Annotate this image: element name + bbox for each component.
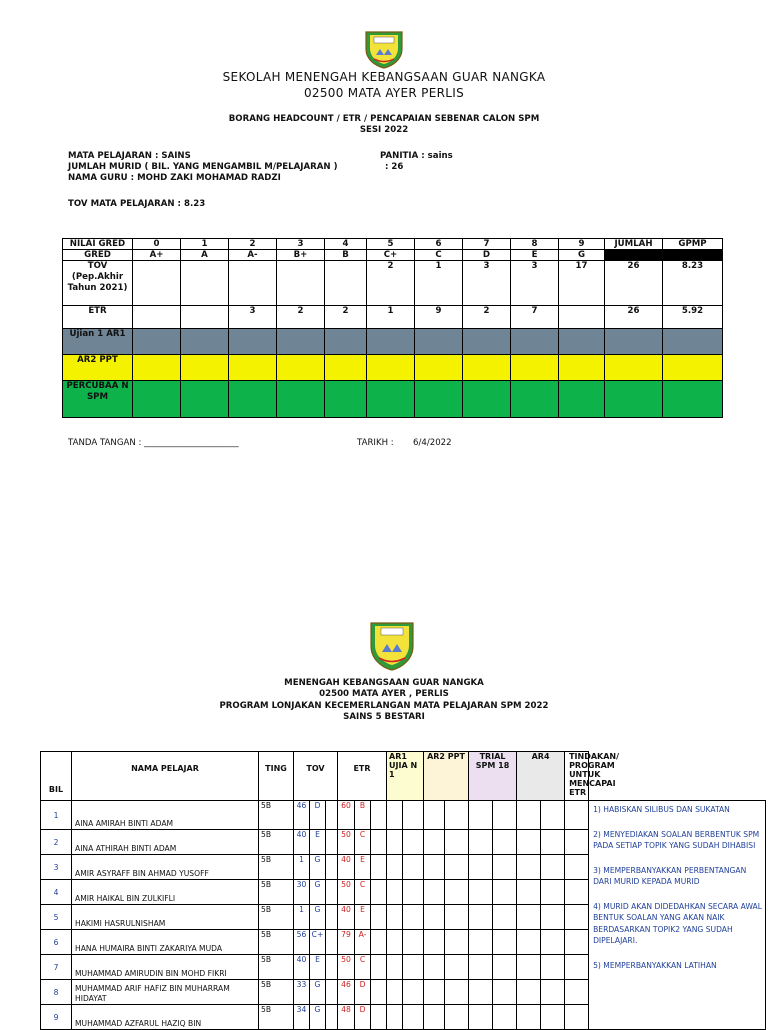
tov-grade: G <box>310 1005 326 1030</box>
spacer-cell <box>371 830 387 855</box>
spacer-cell <box>326 1005 338 1030</box>
action-header: TINDAKAN/ PROGRAM UNTUK MENCAPAI ETR <box>565 752 589 801</box>
grade-header-cell: 0 <box>133 239 181 250</box>
date-value: 6/4/2022 <box>413 438 452 448</box>
tov-grade: G <box>310 855 326 880</box>
assessment-cell <box>565 980 589 1005</box>
etr-grade: B <box>355 801 371 830</box>
etr-score: 40 <box>338 905 355 930</box>
tov-score: 56 <box>294 930 310 955</box>
assessment-cell <box>541 801 565 830</box>
assessment-cell <box>541 980 565 1005</box>
grade-table <box>62 238 723 418</box>
spacer-cell <box>326 830 338 855</box>
row-number: 7 <box>41 955 72 980</box>
grade-header-cell: 3 <box>277 239 325 250</box>
student-name: MUHAMMAD ARIF HAFIZ BIN MUHARRAM HIDAYAT <box>72 980 259 1005</box>
assessment-cell <box>493 955 517 980</box>
assessment-cell <box>565 830 589 855</box>
grade-header-cell: 9 <box>559 239 605 250</box>
assessment-cell <box>493 880 517 905</box>
assessment-cell <box>403 855 424 880</box>
grade-cell: E <box>511 250 559 261</box>
school-address-2: 02500 MATA AYER , PERLIS <box>319 689 449 699</box>
assessment-cell <box>541 855 565 880</box>
school-name: SEKOLAH MENENGAH KEBANGSAAN GUAR NANGKA <box>222 70 546 84</box>
assessment-cell <box>403 955 424 980</box>
etr-grade: C <box>355 955 371 980</box>
assessment-cell <box>387 930 403 955</box>
assessment-cell <box>424 801 445 830</box>
etr-score: 50 <box>338 955 355 980</box>
spacer-cell <box>326 880 338 905</box>
grade-header-cell: JUMLAH <box>605 239 663 250</box>
tov-grade: G <box>310 880 326 905</box>
student-name: AMIR HAIKAL BIN ZULKIFLI <box>72 880 259 905</box>
grade-cell: G <box>559 250 605 261</box>
student-ting: 5B <box>259 1005 294 1030</box>
assessment-cell <box>541 905 565 930</box>
etr-cell: 2 <box>325 306 367 329</box>
assessment-cell <box>517 855 541 880</box>
grade-cell: A <box>181 250 229 261</box>
spacer-cell <box>371 1005 387 1030</box>
spacer-cell <box>371 980 387 1005</box>
assessment-cell <box>517 905 541 930</box>
spacer-cell <box>326 801 338 830</box>
spacer-cell <box>326 855 338 880</box>
etr-score: 79 <box>338 930 355 955</box>
tov-cell <box>229 261 277 306</box>
etr-score: 50 <box>338 880 355 905</box>
grade-cell: A- <box>229 250 277 261</box>
action-item: 5) MEMPERBANYAKKAN LATIHAN <box>593 960 717 970</box>
assessment-cell <box>565 855 589 880</box>
assessment-cell <box>541 880 565 905</box>
etr-grade: C <box>355 880 371 905</box>
etr-header: ETR <box>338 752 387 801</box>
assessment-cell <box>469 855 493 880</box>
tov-label: TOV MATA PELAJARAN : 8.23 <box>68 199 206 209</box>
assessment-cell <box>387 955 403 980</box>
assessment-cell <box>517 801 541 830</box>
tov-grade: G <box>310 980 326 1005</box>
student-name: AINA AMIRAH BINTI ADAM <box>72 801 259 830</box>
student-count-value: : 26 <box>385 162 404 172</box>
tov-grade: C+ <box>310 930 326 955</box>
subject-label: MATA PELAJARAN : SAINS <box>68 151 191 161</box>
etr-cell <box>559 306 605 329</box>
student-ting: 5B <box>259 905 294 930</box>
assessment-cell <box>469 905 493 930</box>
assessment-cell <box>403 905 424 930</box>
spacer-cell <box>371 801 387 830</box>
assessment-cell <box>493 830 517 855</box>
assessment-cell <box>403 830 424 855</box>
assessment-cell <box>517 930 541 955</box>
assessment-cell <box>403 980 424 1005</box>
assessment-cell <box>445 955 469 980</box>
student-ting: 5B <box>259 830 294 855</box>
assessment-cell <box>424 955 445 980</box>
tov-score: 30 <box>294 880 310 905</box>
etr-score: 50 <box>338 830 355 855</box>
spacer-cell <box>371 905 387 930</box>
tov-cell: 8.23 <box>663 261 723 306</box>
assessment-cell <box>565 955 589 980</box>
grade-cell: A+ <box>133 250 181 261</box>
student-ting: 5B <box>259 955 294 980</box>
school-address: 02500 MATA AYER PERLIS <box>304 86 464 100</box>
trial-row-label: PERCUBAA N SPM <box>63 381 133 418</box>
class-title: SAINS 5 BESTARI <box>343 712 425 722</box>
assessment-cell <box>445 930 469 955</box>
tov-grade: G <box>310 905 326 930</box>
etr-cell: ETR <box>63 306 133 329</box>
etr-grade: D <box>355 980 371 1005</box>
action-item: 1) HABISKAN SILIBUS DAN SUKATAN <box>593 805 730 814</box>
assessment-cell <box>541 930 565 955</box>
tov-cell: 1 <box>415 261 463 306</box>
student-table <box>40 751 766 1030</box>
tov-score: 1 <box>294 905 310 930</box>
etr-grade: D <box>355 1005 371 1030</box>
grade-header-cell: 8 <box>511 239 559 250</box>
assessment-cell <box>387 905 403 930</box>
assessment-cell <box>469 801 493 830</box>
assessment-cell <box>445 905 469 930</box>
student-ting: 5B <box>259 980 294 1005</box>
student-ting: 5B <box>259 801 294 830</box>
assessment-cell <box>565 930 589 955</box>
etr-cell: 7 <box>511 306 559 329</box>
teacher-label: NAMA GURU : MOHD ZAKI MOHAMAD RADZI <box>68 173 281 183</box>
tov-row-label: TOV (Pep.Akhir Tahun 2021) <box>63 261 133 306</box>
assessment-cell <box>517 1005 541 1030</box>
grade-header-row <box>63 239 723 250</box>
etr-cell: 9 <box>415 306 463 329</box>
assessment-cell <box>424 880 445 905</box>
date-label: TARIKH : <box>357 438 394 448</box>
assessment-cell <box>565 801 589 830</box>
tov-score: 33 <box>294 980 310 1005</box>
assessment-cell <box>445 830 469 855</box>
etr-grade: E <box>355 855 371 880</box>
tov-score: 34 <box>294 1005 310 1030</box>
assessment-cell <box>565 1005 589 1030</box>
etr-score: 40 <box>338 855 355 880</box>
tov-cell: 3 <box>463 261 511 306</box>
assessment-cell <box>517 955 541 980</box>
form-title: BORANG HEADCOUNT / ETR / PENCAPAIAN SEBENAR CALON SPM <box>228 114 540 124</box>
assessment-cell <box>565 905 589 930</box>
tov-cell: 26 <box>605 261 663 306</box>
grade-cell: GRED <box>63 250 133 261</box>
tov-cell: 3 <box>511 261 559 306</box>
spacer-cell <box>326 980 338 1005</box>
assessment-cell <box>403 801 424 830</box>
assessment-cell <box>469 980 493 1005</box>
ar1-header: AR1 UJIA N 1 <box>387 752 424 801</box>
assessment-cell <box>403 930 424 955</box>
spacer-cell <box>371 880 387 905</box>
tov-score: 46 <box>294 801 310 830</box>
ar2-row <box>63 355 723 381</box>
assessment-cell <box>424 830 445 855</box>
program-title: PROGRAM LONJAKAN KECEMERLANGAN MATA PELAJARAN SPM 2022 <box>219 701 549 711</box>
row-number: 5 <box>41 905 72 930</box>
student-ting: 5B <box>259 880 294 905</box>
assessment-cell <box>541 830 565 855</box>
assessment-cell <box>517 980 541 1005</box>
trial-row <box>63 381 723 418</box>
grade-cell: B <box>325 250 367 261</box>
assessment-cell <box>493 801 517 830</box>
school-crest-logo <box>362 29 406 73</box>
row-number: 3 <box>41 855 72 880</box>
action-item: 2) MENYEDIAKAN SOALAN BERBENTUK SPM PADA SETIAP TOPIK YANG SUDAH DIHABISI <box>593 829 760 850</box>
panel-label: PANITIA : sains <box>380 151 453 161</box>
assessment-cell <box>469 830 493 855</box>
student-name: HANA HUMAIRA BINTI ZAKARIYA MUDA <box>72 930 259 955</box>
assessment-cell <box>445 880 469 905</box>
assessment-cell <box>469 930 493 955</box>
assessment-cell <box>517 830 541 855</box>
assessment-cell <box>387 830 403 855</box>
etr-grade: E <box>355 905 371 930</box>
row-number: 6 <box>41 930 72 955</box>
student-count-label: JUMLAH MURID ( BIL. YANG MENGAMBIL M/PELAJARAN ) <box>68 162 338 172</box>
assessment-cell <box>403 1005 424 1030</box>
ar1-row-label: Ujian 1 AR1 <box>63 329 133 355</box>
etr-cell: 2 <box>277 306 325 329</box>
assessment-cell <box>424 855 445 880</box>
school-crest-logo <box>366 620 418 676</box>
grade-cell: C+ <box>367 250 415 261</box>
etr-row <box>63 306 723 329</box>
tov-cell <box>325 261 367 306</box>
etr-cell <box>181 306 229 329</box>
grade-cell: B+ <box>277 250 325 261</box>
assessment-cell <box>387 880 403 905</box>
school-name-2: MENENGAH KEBANGSAAN GUAR NANGKA <box>284 678 484 688</box>
action-plan-cell <box>589 801 766 1030</box>
etr-cell: 2 <box>463 306 511 329</box>
student-name: MUHAMMAD AMIRUDIN BIN MOHD FIKRI <box>72 955 259 980</box>
assessment-cell <box>493 855 517 880</box>
assessment-cell <box>469 880 493 905</box>
assessment-cell <box>445 980 469 1005</box>
etr-cell: 26 <box>605 306 663 329</box>
assessment-cell <box>541 1005 565 1030</box>
tov-header: TOV <box>294 752 338 801</box>
grade-cell: D <box>463 250 511 261</box>
assessment-cell <box>424 980 445 1005</box>
student-name: MUHAMMAD AZFARUL HAZIQ BIN <box>72 1005 259 1030</box>
tov-grade: E <box>310 830 326 855</box>
table-row <box>41 801 766 830</box>
assessment-cell <box>424 930 445 955</box>
student-ting: 5B <box>259 855 294 880</box>
etr-grade: A- <box>355 930 371 955</box>
action-item: 4) MURID AKAN DIDEDAHKAN SECARA AWAL BENTUK SOALAN YANG AKAN NAIK BERDASARKAN TOPIK2 YANG SUDAH DIPELAJARI. <box>593 901 762 945</box>
spacer-cell <box>371 855 387 880</box>
tov-cell <box>277 261 325 306</box>
ting-header: TING <box>259 752 294 801</box>
row-number: 2 <box>41 830 72 855</box>
assessment-cell <box>493 1005 517 1030</box>
grade-cell <box>605 250 663 261</box>
spacer-cell <box>326 930 338 955</box>
assessment-cell <box>469 1005 493 1030</box>
assessment-cell <box>565 880 589 905</box>
spacer-cell <box>371 930 387 955</box>
assessment-cell <box>387 801 403 830</box>
row-number: 1 <box>41 801 72 830</box>
etr-cell: 1 <box>367 306 415 329</box>
grade-row <box>63 250 723 261</box>
trial-header: TRIAL SPM 18 <box>469 752 517 801</box>
spacer-cell <box>326 905 338 930</box>
grade-header-cell: 7 <box>463 239 511 250</box>
grade-cell: C <box>415 250 463 261</box>
assessment-cell <box>541 955 565 980</box>
session-label: SESI 2022 <box>359 125 409 135</box>
ar2-row-label: AR2 PPT <box>63 355 133 381</box>
assessment-cell <box>424 1005 445 1030</box>
etr-score: 48 <box>338 1005 355 1030</box>
grade-header-cell: 4 <box>325 239 367 250</box>
grade-header-cell: 6 <box>415 239 463 250</box>
tov-grade: D <box>310 801 326 830</box>
assessment-cell <box>424 905 445 930</box>
assessment-cell <box>387 855 403 880</box>
tov-grade: E <box>310 955 326 980</box>
action-item: 3) MEMPERBANYAKKAN PERBENTANGAN DARI MURID KEPADA MURID <box>593 865 747 886</box>
signature-label: TANDA TANGAN : ______________________ <box>68 438 239 448</box>
student-name: AINA ATHIRAH BINTI ADAM <box>72 830 259 855</box>
student-table-header <box>41 752 766 801</box>
assessment-cell <box>493 930 517 955</box>
assessment-cell <box>445 855 469 880</box>
etr-cell: 3 <box>229 306 277 329</box>
spacer-cell <box>326 955 338 980</box>
ar2-header: AR2 PPT <box>424 752 469 801</box>
etr-grade: C <box>355 830 371 855</box>
bil-header: BIL <box>41 752 72 801</box>
tov-row <box>63 261 723 306</box>
ar1-row <box>63 329 723 355</box>
etr-cell: 5.92 <box>663 306 723 329</box>
grade-header-cell: GPMP <box>663 239 723 250</box>
tov-cell <box>181 261 229 306</box>
tov-cell: 2 <box>367 261 415 306</box>
grade-header-cell: 1 <box>181 239 229 250</box>
spacer-cell <box>371 955 387 980</box>
student-name: AMIR ASYRAFF BIN AHMAD YUSOFF <box>72 855 259 880</box>
assessment-cell <box>387 1005 403 1030</box>
assessment-cell <box>493 980 517 1005</box>
student-name: HAKIMI HASRULNISHAM <box>72 905 259 930</box>
tov-cell: 17 <box>559 261 605 306</box>
assessment-cell <box>445 801 469 830</box>
assessment-cell <box>493 905 517 930</box>
tov-score: 40 <box>294 955 310 980</box>
tov-score: 40 <box>294 830 310 855</box>
etr-score: 60 <box>338 801 355 830</box>
row-number: 8 <box>41 980 72 1005</box>
grade-header-cell: NILAI GRED <box>63 239 133 250</box>
ar4-header: AR4 <box>517 752 565 801</box>
assessment-cell <box>517 880 541 905</box>
assessment-cell <box>469 955 493 980</box>
row-number: 9 <box>41 1005 72 1030</box>
grade-header-cell: 5 <box>367 239 415 250</box>
name-header: NAMA PELAJAR <box>72 752 259 801</box>
row-number: 4 <box>41 880 72 905</box>
etr-score: 46 <box>338 980 355 1005</box>
grade-header-cell: 2 <box>229 239 277 250</box>
tov-score: 1 <box>294 855 310 880</box>
student-ting: 5B <box>259 930 294 955</box>
grade-cell <box>663 250 723 261</box>
assessment-cell <box>387 980 403 1005</box>
tov-cell <box>133 261 181 306</box>
assessment-cell <box>445 1005 469 1030</box>
assessment-cell <box>403 880 424 905</box>
etr-cell <box>133 306 181 329</box>
